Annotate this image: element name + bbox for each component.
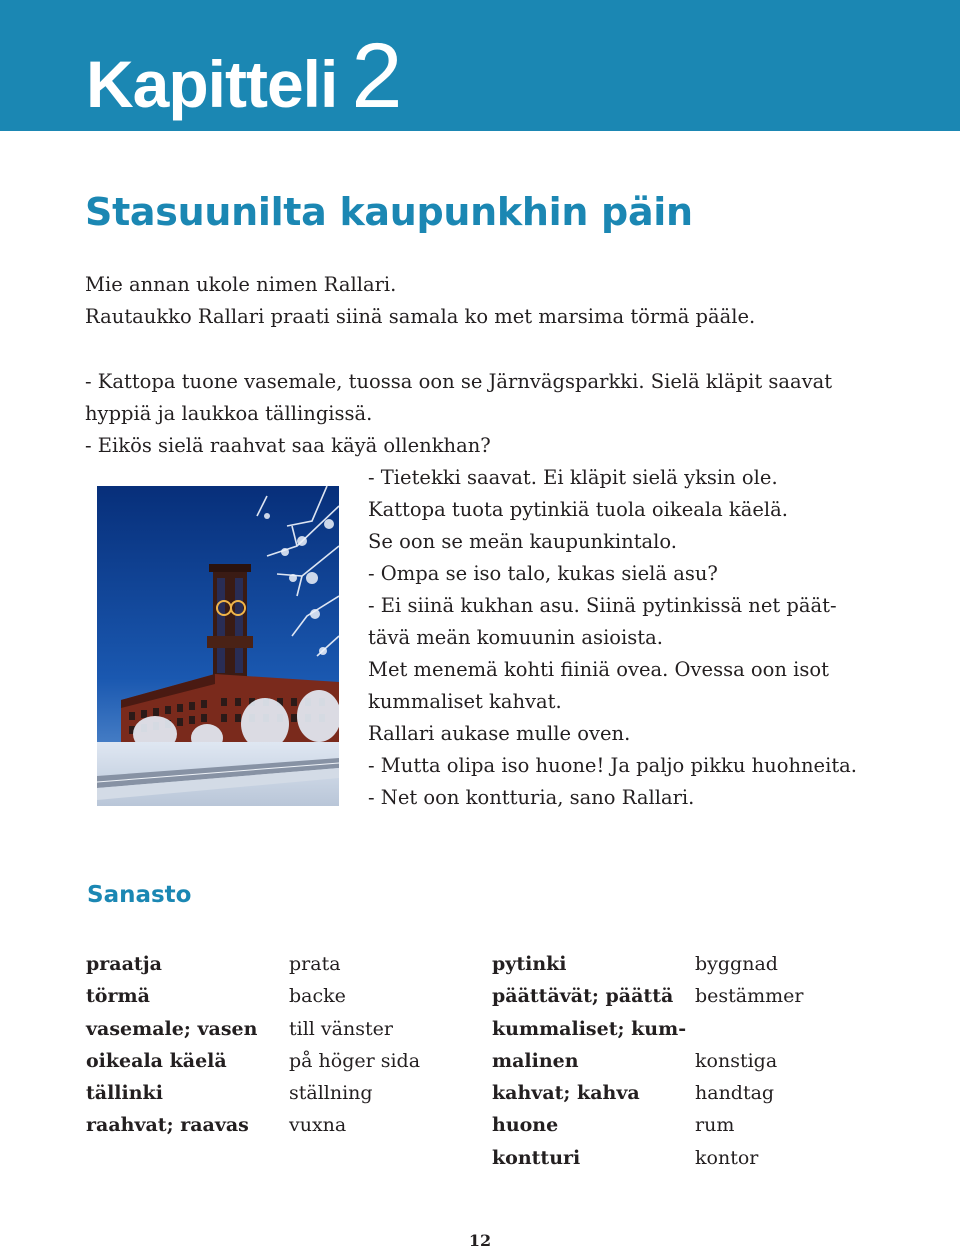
vocab-term: raahvat; raavas bbox=[86, 1114, 249, 1137]
vocab-translation: bestämmer bbox=[695, 985, 804, 1008]
vocab-term: praatja bbox=[86, 953, 162, 975]
text-line: Mie annan ukole nimen Rallari. bbox=[85, 273, 397, 296]
text-line: hyppiä ja laukkoa tällingissä. bbox=[85, 402, 373, 425]
text-line: - Kattopa tuone vasemale, tuossa oon se Järnvägsparkki. Sielä kläpit saavat bbox=[85, 370, 833, 393]
vocab-term: huone bbox=[492, 1114, 559, 1137]
dialogue-beside-photo bbox=[368, 462, 857, 814]
text-line: kummaliset kahvat. bbox=[368, 690, 562, 713]
vocab-term: oikeala käelä bbox=[86, 1049, 227, 1072]
text-line: Met menemä kohti fiiniä ovea. Ovessa oon isot bbox=[368, 658, 829, 681]
text-line: - Net oon kontturia, sano Rallari. bbox=[368, 786, 695, 809]
town-hall-photo bbox=[97, 486, 339, 806]
vocab-term: päättävät; päättä bbox=[492, 985, 674, 1008]
vocab-translation: handtag bbox=[695, 1082, 775, 1105]
text-line: tävä meän komuunin asioista. bbox=[368, 626, 663, 649]
text-line: - Eikös sielä raahvat saa käyä ollenkhan? bbox=[85, 434, 491, 457]
text-line: Rautaukko Rallari praati siinä samala ko met marsima törmä pääle. bbox=[85, 305, 756, 328]
vocab-translation: rum bbox=[695, 1114, 735, 1137]
dialogue-full-width bbox=[85, 366, 832, 462]
section-title: Stasuunilta kaupunkhin päin bbox=[85, 190, 693, 234]
vocab-term: vasemale; vasen bbox=[86, 1017, 258, 1040]
text-line: Rallari aukase mulle oven. bbox=[368, 722, 631, 745]
vocab-translation: kontor bbox=[695, 1146, 759, 1169]
vocab-translation: konstiga bbox=[695, 1049, 778, 1072]
vocab-term: tällinki bbox=[86, 1082, 163, 1105]
vocab-term: kahvat; kahva bbox=[492, 1082, 640, 1105]
vocab-term: pytinki bbox=[492, 953, 567, 975]
text-line: Kattopa tuota pytinkiä tuola oikeala käelä. bbox=[368, 498, 788, 521]
vocab-translation: ställning bbox=[289, 1082, 373, 1105]
vocab-translation: prata bbox=[289, 953, 341, 975]
vocab-term: törmä bbox=[86, 985, 150, 1008]
vocab-translation: vuxna bbox=[289, 1114, 347, 1137]
chapter-number: 2 bbox=[351, 25, 403, 127]
vocab-translation: på höger sida bbox=[289, 1049, 421, 1072]
text-line: Se oon se meän kaupunkintalo. bbox=[368, 530, 678, 553]
vocab-translation: byggnad bbox=[695, 953, 778, 975]
chapter-banner bbox=[0, 0, 960, 131]
chapter-word: Kapitteli bbox=[86, 47, 338, 121]
page-number: 12 bbox=[468, 1231, 492, 1250]
vocab-term: kontturi bbox=[492, 1146, 581, 1169]
text-line: - Tietekki saavat. Ei kläpit sielä yksin ole. bbox=[368, 466, 778, 489]
text-line: - Ei siinä kukhan asu. Siinä pytinkissä net päät- bbox=[368, 594, 837, 617]
text-line: - Mutta olipa iso huone! Ja paljo pikku huohneita. bbox=[368, 754, 857, 777]
text-line: - Ompa se iso talo, kukas sielä asu? bbox=[368, 562, 718, 585]
intro-paragraph bbox=[85, 269, 755, 333]
chapter-title bbox=[86, 24, 403, 129]
vocabulary-heading: Sanasto bbox=[87, 882, 192, 908]
vocab-translation: till vänster bbox=[289, 1017, 393, 1040]
vocab-term: malinen bbox=[492, 1049, 579, 1072]
vocab-translation: backe bbox=[289, 985, 346, 1008]
vocab-term: kummaliset; kum- bbox=[492, 1017, 687, 1040]
